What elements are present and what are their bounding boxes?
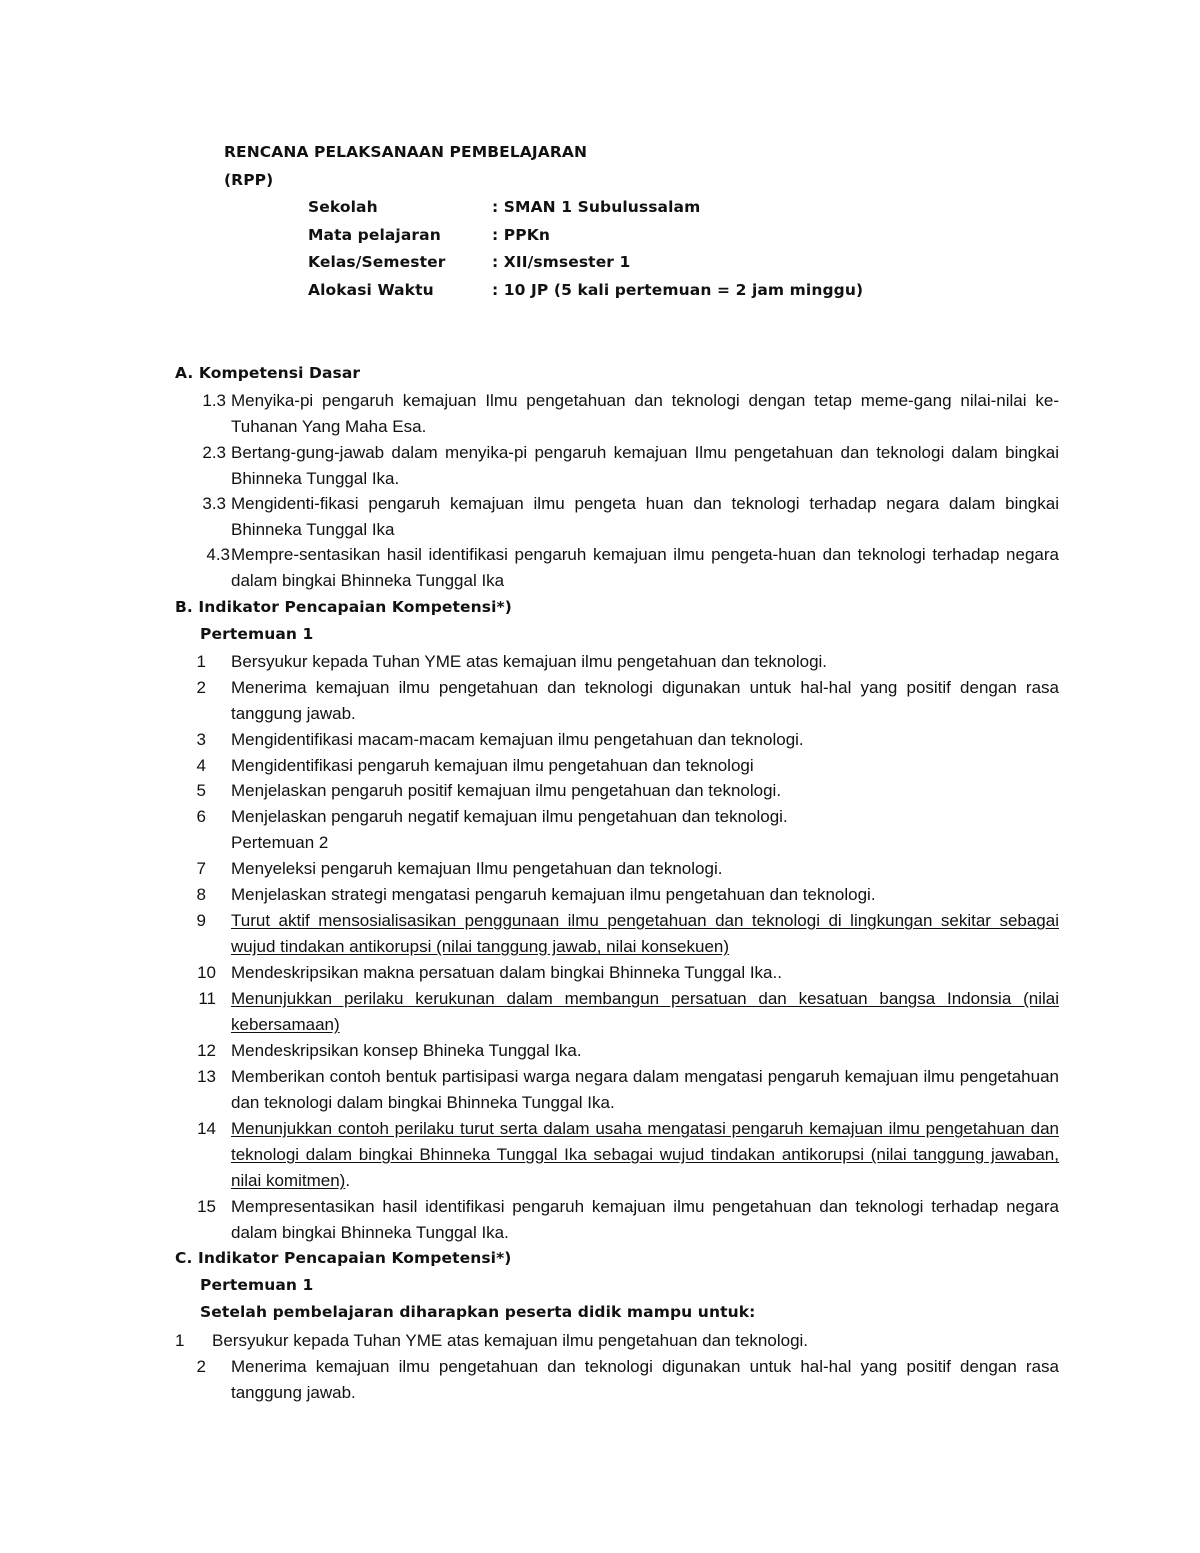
section-a-heading: A. Kompetensi Dasar — [175, 364, 361, 382]
tujuan-number: 1 — [175, 1331, 185, 1350]
indikator-text: Menyeleksi pengaruh kemajuan Ilmu pengetahuan dan teknologi. — [231, 859, 723, 878]
doc-title: RENCANA PELAKSANAAN PEMBELAJARAN — [224, 143, 588, 161]
meta-label-mapel: Mata pelajaran — [308, 226, 441, 244]
kd-number: 4.3 — [206, 545, 230, 564]
indikator-number: 8 — [196, 885, 206, 904]
indikator-text: Bersyukur kepada Tuhan YME atas kemajuan ilmu pengetahuan dan teknologi. — [231, 652, 828, 671]
meta-value-mapel: : PPKn — [492, 226, 550, 244]
section-b-heading: B. Indikator Pencapaian Kompetensi*) — [175, 598, 512, 616]
indikator-text: Menjelaskan pengaruh negatif kemajuan ilmu pengetahuan dan teknologi. — [231, 807, 788, 826]
section-c-heading: C. Indikator Pencapaian Kompetensi*) — [175, 1249, 512, 1267]
indikator-number: 7 — [196, 859, 206, 878]
indikator-underlined-span: Menunjukkan contoh perilaku turut serta dalam usaha mengatasi pengaruh kemajuan ilmu pengetahuan dan teknologi dalam bingkai Bhinneka Tunggal Ika sebagai wujud tindakan antikorupsi (nilai tanggung jawaban, nilai komitmen) — [231, 1119, 1059, 1190]
kd-number: 2.3 — [202, 443, 226, 462]
meta-label-alokasi: Alokasi Waktu — [308, 281, 434, 299]
kd-text: Bertang-gung-jawab dalam menyika-pi pengaruh kemajuan Ilmu pengetahuan dan teknologi dalam bingkai Bhinneka Tunggal Ika. — [231, 443, 1059, 488]
section-b-pertemuan-1: Pertemuan 1 — [200, 625, 314, 643]
indikator-text: Mempresentasikan hasil identifikasi pengaruh kemajuan ilmu pengetahuan dan teknologi terhadap negara dalam bingkai Bhinneka Tunggal Ika. — [231, 1197, 1059, 1242]
kd-text: Mempre-sentasikan hasil identifikasi pengaruh kemajuan ilmu pengeta-huan dan teknologi terhadap negara dalam bingkai Bhinneka Tunggal Ika — [231, 545, 1059, 590]
indikator-text-underlined: Turut aktif mensosialisasikan penggunaan ilmu pengetahuan dan teknologi di lingkungan sekitar sebagai wujud tindakan antikorupsi (nilai tanggung jawab, nilai konsekuen) — [231, 911, 1059, 956]
meta-value-kelas: : XII/smsester 1 — [492, 253, 631, 271]
indikator-trailing: . — [345, 1171, 351, 1190]
indikator-text: Mendeskripsikan makna persatuan dalam bingkai Bhinneka Tunggal Ika.. — [231, 963, 782, 982]
indikator-text: Mengidentifikasi pengaruh kemajuan ilmu pengetahuan dan teknologi — [231, 756, 754, 775]
indikator-number: 3 — [196, 730, 206, 749]
indikator-text-underlined — [231, 1116, 1059, 1194]
indikator-text: Menjelaskan pengaruh positif kemajuan ilmu pengetahuan dan teknologi. — [231, 781, 782, 800]
section-c-intro: Setelah pembelajaran diharapkan peserta didik mampu untuk: — [200, 1303, 756, 1321]
indikator-number: 9 — [196, 911, 206, 930]
doc-subtitle: (RPP) — [224, 171, 274, 189]
section-c-pertemuan-1: Pertemuan 1 — [200, 1276, 314, 1294]
indikator-text-underlined: Menunjukkan perilaku kerukunan dalam membangun persatuan dan kesatuan bangsa Indonsia (nilai kebersamaan) — [231, 989, 1059, 1034]
tujuan-text: Menerima kemajuan ilmu pengetahuan dan teknologi digunakan untuk hal-hal yang positif dengan rasa tanggung jawab. — [231, 1357, 1059, 1402]
tujuan-number: 2 — [196, 1357, 206, 1376]
indikator-number: 11 — [198, 989, 216, 1008]
section-b-pertemuan-2: Pertemuan 2 — [231, 833, 329, 852]
indikator-text: Menerima kemajuan ilmu pengetahuan dan teknologi digunakan untuk hal-hal yang positif dengan rasa tanggung jawab. — [231, 678, 1059, 723]
indikator-number: 13 — [197, 1067, 216, 1086]
meta-value-sekolah: : SMAN 1 Subulussalam — [492, 198, 701, 216]
indikator-number: 12 — [197, 1041, 216, 1060]
indikator-number: 6 — [196, 807, 206, 826]
kd-text: Mengidenti-fikasi pengaruh kemajuan ilmu pengeta huan dan teknologi terhadap negara dalam bingkai Bhinneka Tunggal Ika — [231, 494, 1059, 539]
indikator-number: 5 — [196, 781, 206, 800]
kd-number: 3.3 — [202, 494, 226, 513]
tujuan-text: Bersyukur kepada Tuhan YME atas kemajuan ilmu pengetahuan dan teknologi. — [212, 1331, 809, 1350]
meta-value-alokasi: : 10 JP (5 kali pertemuan = 2 jam minggu) — [492, 281, 864, 299]
indikator-number: 2 — [196, 678, 206, 697]
indikator-text: Mendeskripsikan konsep Bhineka Tunggal Ika. — [231, 1041, 582, 1060]
indikator-text: Memberikan contoh bentuk partisipasi warga negara dalam mengatasi pengaruh kemajuan ilmu pengetahuan dan teknologi dalam bingkai Bhinneka Tunggal Ika. — [231, 1067, 1059, 1112]
indikator-number: 10 — [197, 963, 216, 982]
indikator-number: 1 — [196, 652, 206, 671]
indikator-number: 15 — [197, 1197, 216, 1216]
indikator-number: 14 — [197, 1119, 216, 1138]
kd-number: 1.3 — [202, 391, 226, 410]
indikator-number: 4 — [196, 756, 206, 775]
indikator-text: Mengidentifikasi macam-macam kemajuan ilmu pengetahuan dan teknologi. — [231, 730, 804, 749]
meta-label-kelas: Kelas/Semester — [308, 253, 446, 271]
meta-label-sekolah: Sekolah — [308, 198, 378, 216]
kd-text: Menyika-pi pengaruh kemajuan Ilmu pengetahuan dan teknologi dengan tetap meme-gang nilai-nilai ke-Tuhanan Yang Maha Esa. — [231, 391, 1059, 436]
indikator-text: Menjelaskan strategi mengatasi pengaruh kemajuan ilmu pengetahuan dan teknologi. — [231, 885, 876, 904]
